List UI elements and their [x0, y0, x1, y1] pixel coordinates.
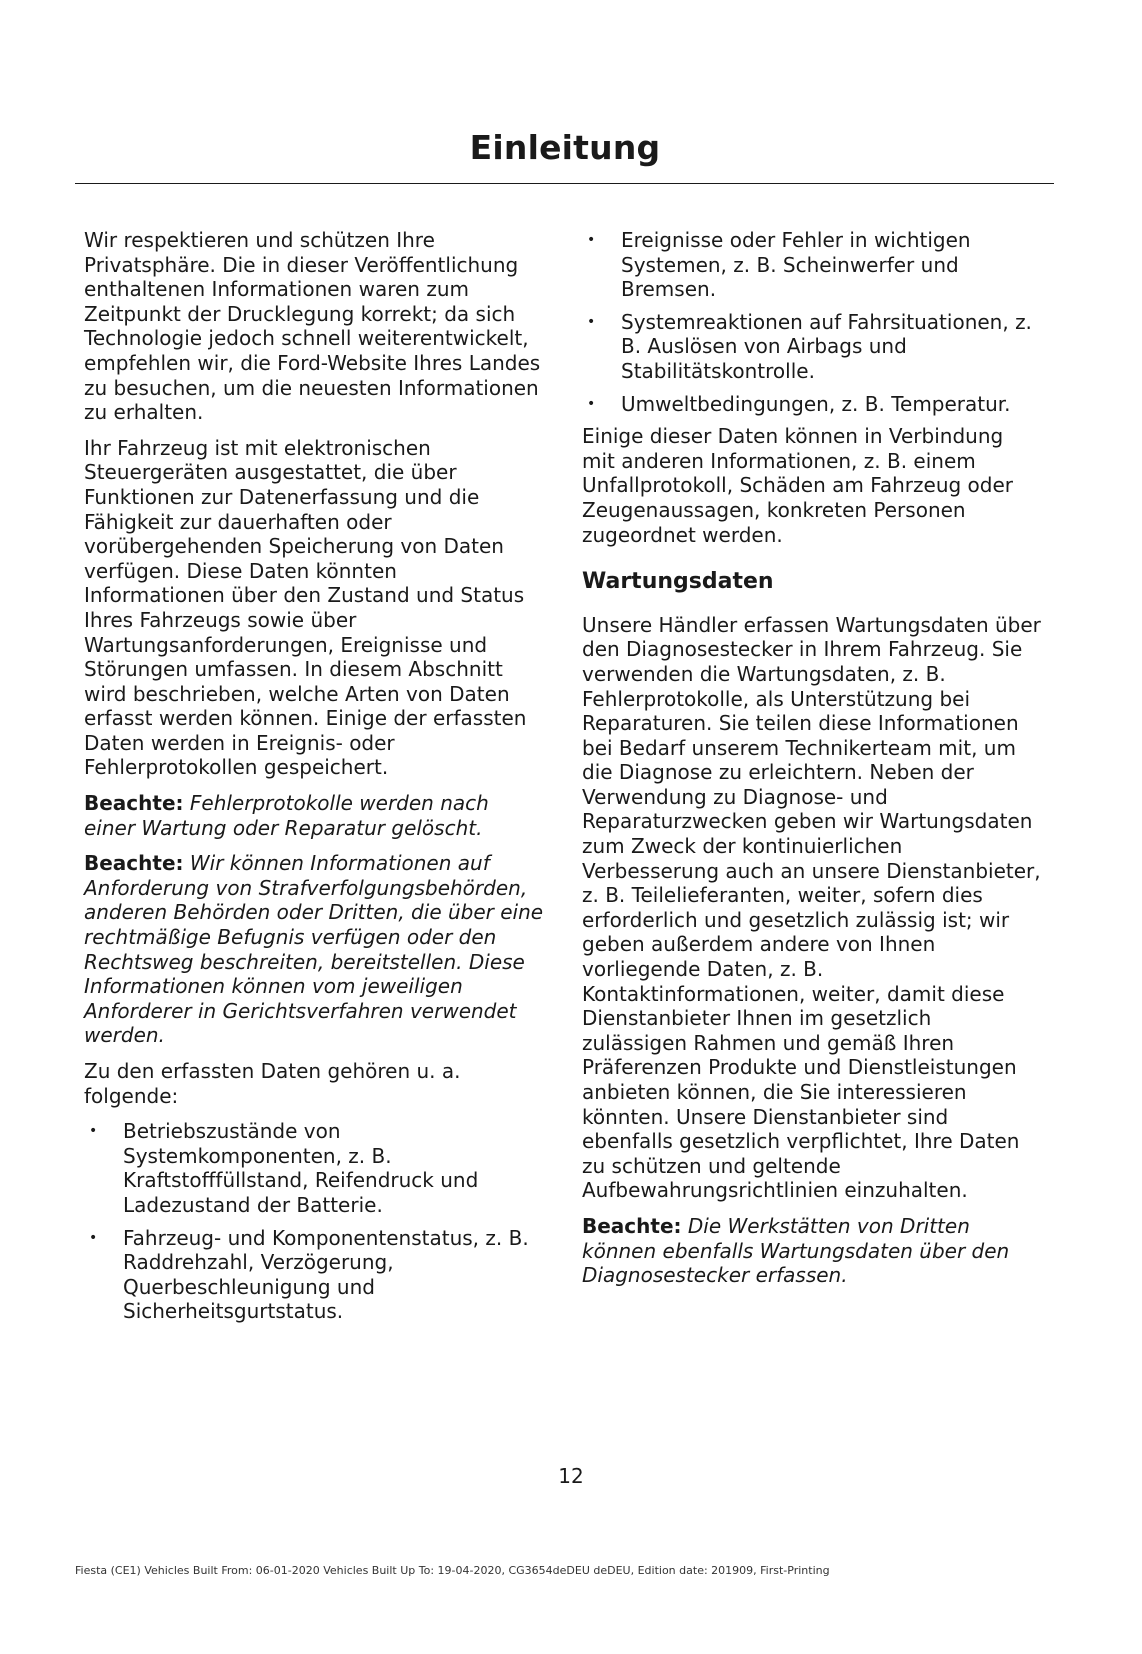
note-text: Die Werkstätten von Dritten können ebenfalls Wartungsdaten über den Diagnosestecker erfassen.	[582, 1213, 1010, 1288]
note-label: Beachte:	[84, 791, 184, 816]
section-heading-wartungsdaten: Wartungsdaten	[582, 569, 774, 595]
page-number: 12	[558, 1464, 584, 1488]
maintenance-data-paragraph: Unsere Händler erfassen Wartungsdaten über den Diagnosestecker in Ihrem Fahrzeug. Sie verwenden die Wartungsdaten, z. B. Fehlerprotokolle, als Unterstützung bei Reparaturen. Sie teilen diese Informationen bei Bedarf unserem Technikerteam mit, um die Diagnose zu erleichtern. Neben der Verwendung zu Diagnose- und Reparaturzwecken geben wir Wartungsdaten zum Zweck der kontinuierlichen Verbesserung auch an unsere Dienstanbieter, z. B. Teilelieferanten, weiter, sofern dies erforderlich und gesetzlich zulässig ist; wir geben außerdem andere von Ihnen vorliegende Daten, z. B. Kontaktinformationen, weiter, damit diese Dienstanbieter Ihnen im gesetzlich zulässigen Rahmen und gemäß Ihren Präferenzen Produkte und Dienstleistungen anbieten können, die Sie interessieren könnten. Unsere Dienstanbieter sind ebenfalls gesetzlich verpflichtet, Ihre Daten zu schützen und geltende Aufbewahrungsrichtlinien einzuhalten.	[582, 612, 1041, 1203]
intro-paragraph: Wir respektieren und schützen Ihre Privatsphäre. Die in dieser Veröffentlichung enthaltenen Informationen waren zum Zeitpunkt der Drucklegung korrekt; da sich Technologie jedoch schnell weiterentwickelt, empfehlen wir, die Ford-Website Ihres Landes zu besuchen, um die neuesten Informationen zu erhalten.	[84, 228, 541, 425]
collected-data-list-continued	[582, 228, 1042, 416]
right-column	[582, 228, 1042, 1299]
list-item: • Umweltbedingungen, z. B. Temperatur.	[582, 392, 1042, 417]
note-text: Fehlerprotokolle werden nach einer Wartung oder Reparatur gelöscht.	[84, 791, 489, 840]
data-collection-paragraph: Ihr Fahrzeug ist mit elektronischen Steuergeräten ausgestattet, die über Funktionen zur Datenerfassung und die Fähigkeit zur dauerhaften oder vorübergehenden Speicherung von Daten verfügen. Diese Daten könnten Informationen über den Zustand und Status Ihres Fahrzeugs sowie über Wartungsanforderungen, Ereignisse und Störungen umfassen. In diesem Abschnitt wird beschrieben, welche Arten von Daten erfasst werden können. Einige der erfassten Daten werden in Ereignis- oder Fehlerprotokollen gespeichert.	[84, 435, 527, 780]
list-item: • Fahrzeug- und Komponentenstatus, z. B. Raddrehzahl, Verzögerung, Querbeschleunigung und Sicherheitsgurtstatus.	[84, 1226, 544, 1324]
note-third-party-workshops	[582, 1214, 1042, 1288]
list-item: • Ereignisse oder Fehler in wichtigen Systemen, z. B. Scheinwerfer und Bremsen.	[582, 228, 1042, 302]
page-title: Einleitung	[469, 128, 661, 167]
list-item: • Systemreaktionen auf Fahrsituationen, z. B. Auslösen von Airbags und Stabilitätskontrolle.	[582, 310, 1042, 384]
title-divider	[75, 183, 1054, 184]
note-error-logs	[84, 791, 544, 840]
note-text: Wir können Informationen auf Anforderung von Strafverfolgungsbehörden, anderen Behörden oder Dritten, die über eine rechtmäßige Befugnis verfügen oder den Rechtsweg beschreiten, bereitstellen. Diese Informationen können vom jeweiligen Anforderer in Gerichtsverfahren verwendet werden.	[84, 851, 544, 1048]
document-footer: Fiesta (CE1) Vehicles Built From: 06-01-2020 Vehicles Built Up To: 19-04-2020, CG3654deDEU deDEU, Edition date: 201909, First-Printing	[75, 1564, 830, 1577]
note-label: Beachte:	[582, 1213, 682, 1238]
personal-data-paragraph: Einige dieser Daten können in Verbindung mit anderen Informationen, z. B. einem Unfallprotokoll, Schäden am Fahrzeug oder Zeugenaussagen, konkreten Personen zugeordnet werden.	[582, 424, 1014, 547]
collected-data-list	[84, 1119, 544, 1324]
collected-data-intro: Zu den erfassten Daten gehören u. a. folgende:	[84, 1059, 461, 1108]
left-column	[84, 228, 544, 1332]
list-item: • Betriebszustände von Systemkomponenten, z. B. Kraftstofffüllstand, Reifendruck und Ladezustand der Batterie.	[84, 1119, 544, 1217]
note-authorities	[84, 851, 544, 1048]
note-label: Beachte:	[84, 851, 184, 876]
